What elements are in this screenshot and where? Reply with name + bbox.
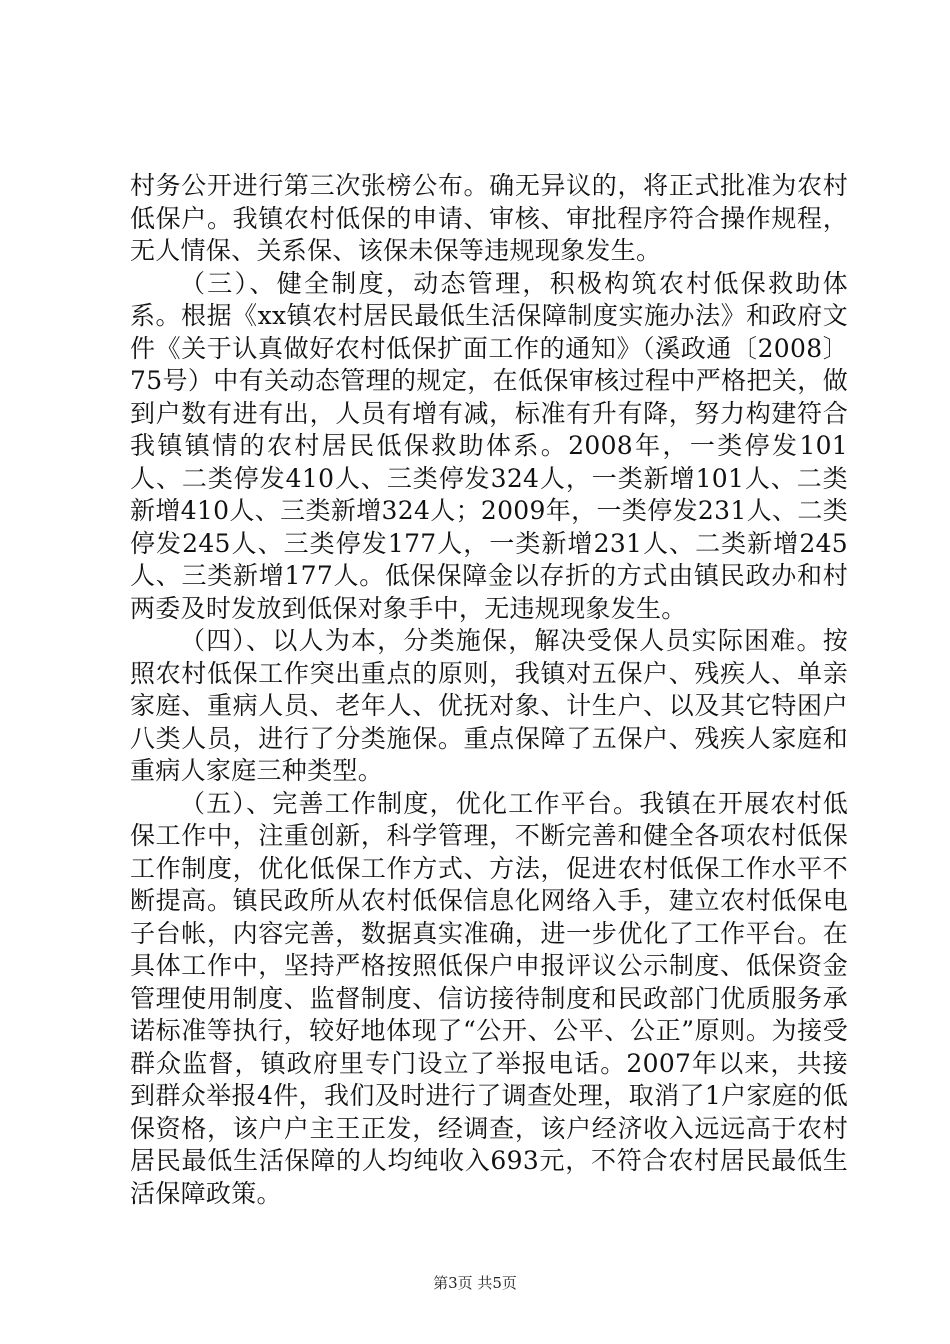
paragraph-section-3: （三）、健全制度，动态管理，积极构筑农村低保救助体系。根据《xx镇农村居民最低生活保障制度实施办法》和政府文件《关于认真做好农村低保扩面工作的通知》（溪政通〔2008〕75号）中有关动态管理的规定，在低保审核过程中严格把关，做到户数有进有出，人员有增有减，标准有升有降，努力构建符合我镇镇情的农村居民低保救助体系。2008年，一类停发101人、二类停发410人、三类停发324人，一类新增101人、二类新增410人、三类新增324人；2009年，一类停发231人、二类停发245人、三类停发177人，一类新增231人、二类新增245人、三类新增177人。低保保障金以存折的方式由镇民政办和村两委及时发放到低保对象手中，无违规现象发生。	[130, 268, 849, 623]
paragraph-section-5: （五）、完善工作制度，优化工作平台。我镇在开展农村低保工作中，注重创新，科学管理，不断完善和健全各项农村低保工作制度，优化低保工作方式、方法，促进农村低保工作水平不断提高。镇民政所从农村低保信息化网络入手，建立农村低保电子台帐，内容完善，数据真实准确，进一步优化了工作平台。在具体工作中，坚持严格按照低保户申报评议公示制度、低保资金管理使用制度、监督制度、信访接待制度和民政部门优质服务承诺标准等执行，较好地体现了“公开、公平、公正”原则。为接受群众监督，镇政府里专门设立了举报电话。2007年以来，共接到群众举报4件，我们及时进行了调查处理，取消了1户家庭的低保资格，该户户主王正发，经调查，该户经济收入远远高于农村居民最低生活保障的人均纯收入693元，不符合农村居民最低生活保障政策。	[130, 788, 848, 1208]
document-body	[130, 170, 848, 1210]
paragraph-section-4: （四）、以人为本，分类施保，解决受保人员实际困难。按照农村低保工作突出重点的原则，我镇对五保户、残疾人、单亲家庭、重病人员、老年人、优抚对象、计生户、以及其它特困户八类人员，进行了分类施保。重点保障了五保户、残疾人家庭和重病人家庭三种类型。	[130, 626, 848, 785]
page-number-footer: 第3页 共5页	[433, 1274, 517, 1292]
paragraph-continuation: 村务公开进行第三次张榜公布。确无异议的，将正式批准为农村低保户。我镇农村低保的申请、审核、审批程序符合操作规程，无人情保、关系保、该保未保等违规现象发生。	[130, 171, 848, 265]
